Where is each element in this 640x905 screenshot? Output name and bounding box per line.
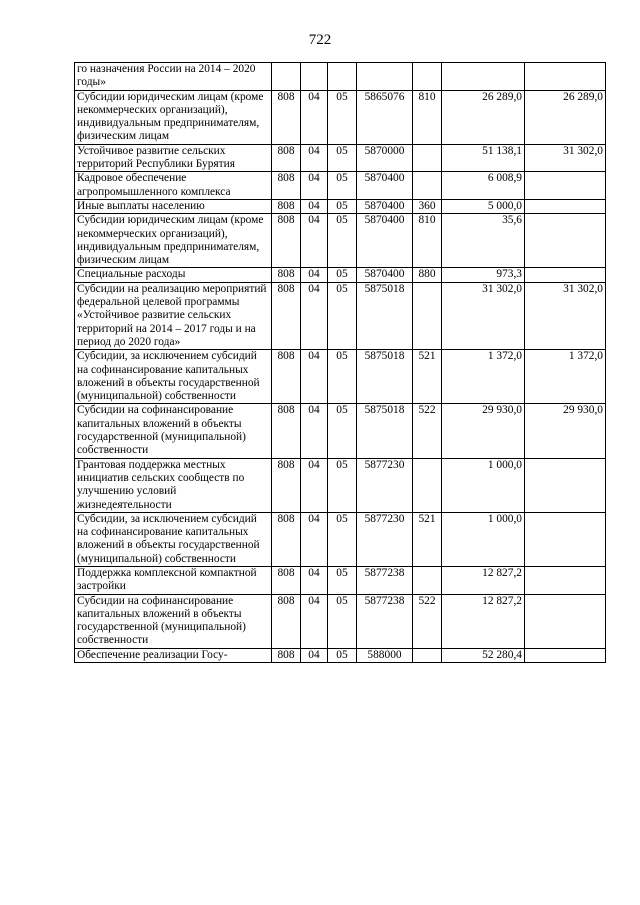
ministry-code-cell: 808	[272, 214, 301, 268]
amount-2-cell	[525, 594, 606, 648]
row-name-cell: Субсидии юридическим лицам (кроме некоммерческих организаций), индивидуальным предпринимателям, физическим лицам	[75, 214, 272, 268]
amount-1-cell: 6 008,9	[442, 172, 525, 200]
expense-type-cell: 521	[413, 350, 442, 404]
amount-2-cell	[525, 199, 606, 213]
section-code-cell: 04	[301, 350, 328, 404]
subsection-code-cell: 05	[328, 566, 357, 594]
amount-2-cell	[525, 172, 606, 200]
amount-2-cell	[525, 566, 606, 594]
expense-type-cell	[413, 63, 442, 91]
expense-type-cell: 810	[413, 90, 442, 144]
expense-type-cell	[413, 172, 442, 200]
ministry-code-cell: 808	[272, 512, 301, 566]
row-name-cell: Субсидии на софинансирование капитальных вложений в объекты государственной (муниципальной) собственности	[75, 404, 272, 458]
ministry-code-cell: 808	[272, 282, 301, 349]
amount-2-cell: 26 289,0	[525, 90, 606, 144]
amount-2-cell	[525, 268, 606, 282]
section-code-cell: 04	[301, 282, 328, 349]
amount-1-cell	[442, 63, 525, 91]
subsection-code-cell: 05	[328, 594, 357, 648]
row-name-cell: Грантовая поддержка местных инициатив сельских сообществ по улучшению условий жизнедеятельности	[75, 458, 272, 512]
subsection-code-cell: 05	[328, 458, 357, 512]
ministry-code-cell: 808	[272, 566, 301, 594]
ministry-code-cell	[272, 63, 301, 91]
table-row	[75, 144, 606, 172]
ministry-code-cell: 808	[272, 144, 301, 172]
table-row	[75, 350, 606, 404]
target-article-cell: 5870000	[357, 144, 413, 172]
expense-type-cell: 522	[413, 594, 442, 648]
amount-1-cell: 12 827,2	[442, 566, 525, 594]
section-code-cell: 04	[301, 566, 328, 594]
target-article-cell: 5875018	[357, 350, 413, 404]
table-row	[75, 458, 606, 512]
expense-type-cell: 810	[413, 214, 442, 268]
subsection-code-cell: 05	[328, 144, 357, 172]
expense-type-cell	[413, 566, 442, 594]
section-code-cell: 04	[301, 512, 328, 566]
target-article-cell: 588000	[357, 648, 413, 662]
ministry-code-cell: 808	[272, 404, 301, 458]
subsection-code-cell: 05	[328, 214, 357, 268]
table-row	[75, 214, 606, 268]
table-row	[75, 268, 606, 282]
ministry-code-cell: 808	[272, 172, 301, 200]
row-name-cell: Субсидии на софинансирование капитальных вложений в объекты государственной (муниципальной) собственности	[75, 594, 272, 648]
section-code-cell: 04	[301, 648, 328, 662]
row-name-cell: Кадровое обеспечение агропромышленного комплекса	[75, 172, 272, 200]
expense-type-cell	[413, 282, 442, 349]
target-article-cell: 5870400	[357, 214, 413, 268]
amount-1-cell: 26 289,0	[442, 90, 525, 144]
section-code-cell	[301, 63, 328, 91]
amount-2-cell	[525, 214, 606, 268]
amount-1-cell: 52 280,4	[442, 648, 525, 662]
amount-2-cell	[525, 458, 606, 512]
expense-type-cell: 522	[413, 404, 442, 458]
subsection-code-cell: 05	[328, 199, 357, 213]
row-name-cell: Субсидии, за исключением субсидий на софинансирование капитальных вложений в объекты государственной (муниципальной) собственности	[75, 512, 272, 566]
amount-1-cell: 1 000,0	[442, 458, 525, 512]
target-article-cell: 5870400	[357, 199, 413, 213]
amount-1-cell: 35,6	[442, 214, 525, 268]
target-article-cell	[357, 63, 413, 91]
table-row	[75, 63, 606, 91]
target-article-cell: 5875018	[357, 282, 413, 349]
subsection-code-cell: 05	[328, 268, 357, 282]
target-article-cell: 5870400	[357, 268, 413, 282]
table-row	[75, 90, 606, 144]
section-code-cell: 04	[301, 172, 328, 200]
subsection-code-cell: 05	[328, 350, 357, 404]
section-code-cell: 04	[301, 199, 328, 213]
table-row	[75, 594, 606, 648]
row-name-cell: Иные выплаты населению	[75, 199, 272, 213]
expense-type-cell: 880	[413, 268, 442, 282]
amount-2-cell	[525, 648, 606, 662]
subsection-code-cell: 05	[328, 648, 357, 662]
amount-1-cell: 31 302,0	[442, 282, 525, 349]
amount-2-cell: 1 372,0	[525, 350, 606, 404]
subsection-code-cell: 05	[328, 172, 357, 200]
section-code-cell: 04	[301, 90, 328, 144]
table-row	[75, 172, 606, 200]
table-row	[75, 512, 606, 566]
amount-1-cell: 1 000,0	[442, 512, 525, 566]
target-article-cell: 5875018	[357, 404, 413, 458]
amount-2-cell	[525, 512, 606, 566]
row-name-cell: го назначения России на 2014 – 2020 годы»	[75, 63, 272, 91]
row-name-cell: Субсидии, за исключением субсидий на софинансирование капитальных вложений в объекты государственной (муниципальной) собственности	[75, 350, 272, 404]
amount-2-cell: 31 302,0	[525, 144, 606, 172]
table-row	[75, 404, 606, 458]
table-row	[75, 566, 606, 594]
amount-2-cell: 29 930,0	[525, 404, 606, 458]
amount-1-cell: 12 827,2	[442, 594, 525, 648]
expense-type-cell	[413, 144, 442, 172]
subsection-code-cell: 05	[328, 512, 357, 566]
ministry-code-cell: 808	[272, 648, 301, 662]
amount-2-cell: 31 302,0	[525, 282, 606, 349]
ministry-code-cell: 808	[272, 350, 301, 404]
row-name-cell: Поддержка комплексной компактной застройки	[75, 566, 272, 594]
amount-1-cell: 1 372,0	[442, 350, 525, 404]
section-code-cell: 04	[301, 214, 328, 268]
target-article-cell: 5877230	[357, 512, 413, 566]
page-number: 722	[308, 32, 332, 48]
amount-2-cell	[525, 63, 606, 91]
table-row	[75, 199, 606, 213]
section-code-cell: 04	[301, 404, 328, 458]
row-name-cell: Субсидии юридическим лицам (кроме некоммерческих организаций), индивидуальным предпринимателям, физическим лицам	[75, 90, 272, 144]
row-name-cell: Специальные расходы	[75, 268, 272, 282]
section-code-cell: 04	[301, 458, 328, 512]
ministry-code-cell: 808	[272, 458, 301, 512]
target-article-cell: 5877230	[357, 458, 413, 512]
target-article-cell: 5877238	[357, 594, 413, 648]
amount-1-cell: 29 930,0	[442, 404, 525, 458]
row-name-cell: Обеспечение реализации Госу-	[75, 648, 272, 662]
amount-1-cell: 51 138,1	[442, 144, 525, 172]
amount-1-cell: 5 000,0	[442, 199, 525, 213]
subsection-code-cell	[328, 63, 357, 91]
section-code-cell: 04	[301, 144, 328, 172]
expense-type-cell: 360	[413, 199, 442, 213]
row-name-cell: Устойчивое развитие сельских территорий Республики Бурятия	[75, 144, 272, 172]
budget-table	[74, 62, 606, 663]
ministry-code-cell: 808	[272, 90, 301, 144]
subsection-code-cell: 05	[328, 90, 357, 144]
expense-type-cell	[413, 648, 442, 662]
ministry-code-cell: 808	[272, 268, 301, 282]
table-row	[75, 648, 606, 662]
subsection-code-cell: 05	[328, 282, 357, 349]
section-code-cell: 04	[301, 594, 328, 648]
target-article-cell: 5877238	[357, 566, 413, 594]
subsection-code-cell: 05	[328, 404, 357, 458]
ministry-code-cell: 808	[272, 199, 301, 213]
target-article-cell: 5870400	[357, 172, 413, 200]
section-code-cell: 04	[301, 268, 328, 282]
table-row	[75, 282, 606, 349]
expense-type-cell: 521	[413, 512, 442, 566]
amount-1-cell: 973,3	[442, 268, 525, 282]
target-article-cell: 5865076	[357, 90, 413, 144]
expense-type-cell	[413, 458, 442, 512]
row-name-cell: Субсидии на реализацию мероприятий федеральной целевой программы «Устойчивое развитие сельских территорий на 2014 – 2017 годы и на период до 2020 года»	[75, 282, 272, 349]
ministry-code-cell: 808	[272, 594, 301, 648]
